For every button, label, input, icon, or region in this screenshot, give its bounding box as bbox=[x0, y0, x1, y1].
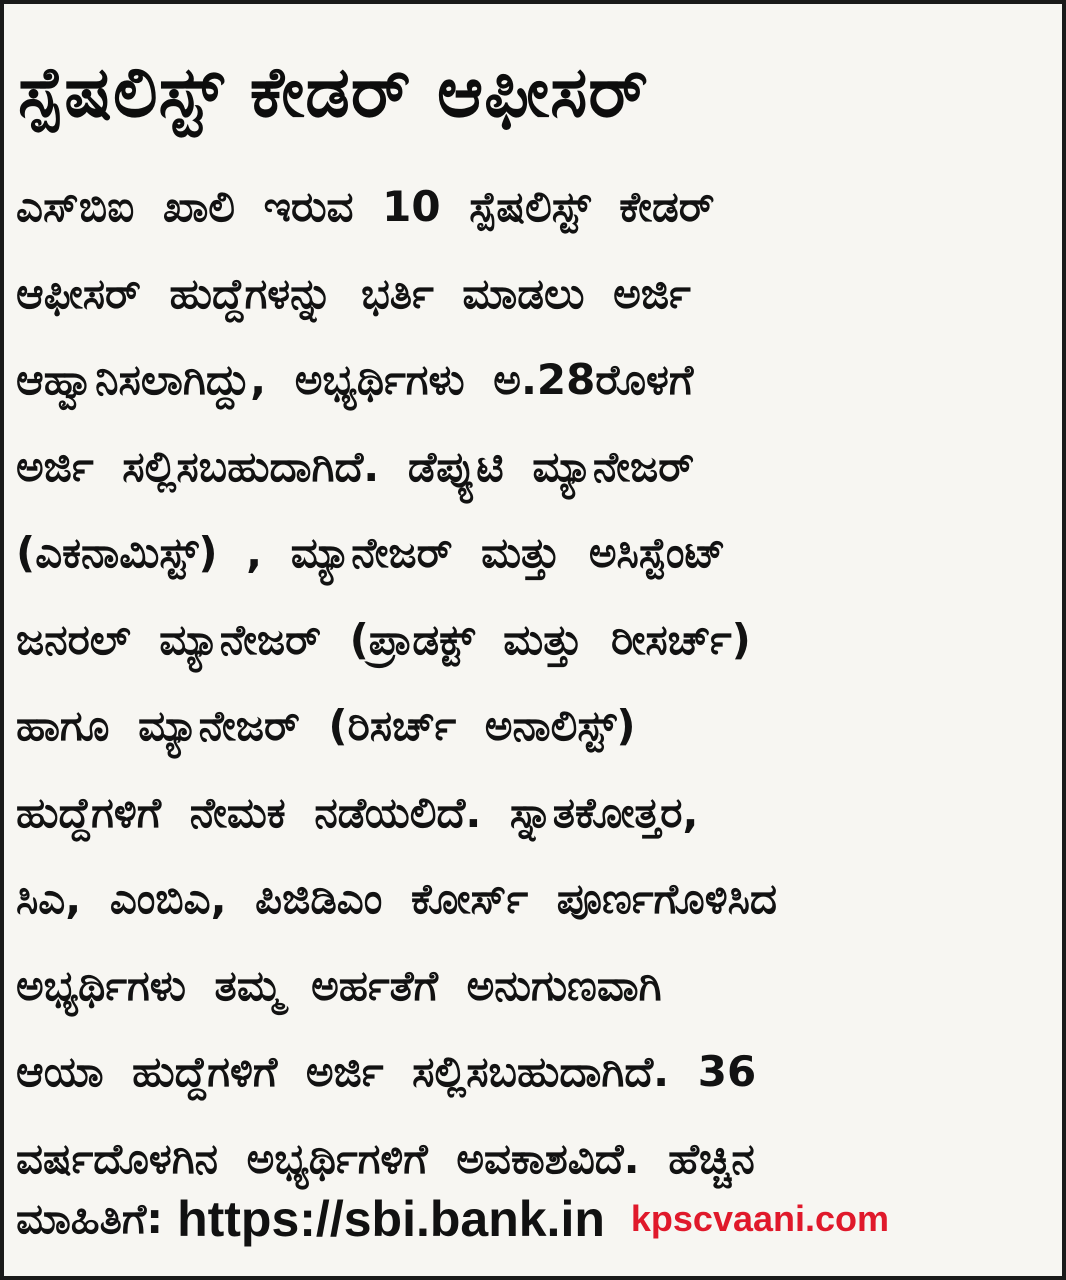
body-line-text: ಆಫೀಸರ್ ಹುದ್ದೆಗಳನ್ನು ಭರ್ತಿ ಮಾಡಲು ಅರ್ಜಿ bbox=[16, 268, 691, 318]
body-line-text: ಜನರಲ್ ಮ್ಯಾನೇಜರ್ (ಪ್ರಾಡಕ್ಟ್ ಮತ್ತು ರೀಸರ್ಚ್) bbox=[16, 614, 751, 664]
article-body bbox=[16, 164, 1056, 1202]
body-line-text: ಎಸ್‌ಬಿಐ ಖಾಲಿ ಇರುವ 10 ಸ್ಪೆಷಲಿಸ್ಟ್ ಕೇಡರ್ bbox=[16, 182, 715, 232]
body-line-6 bbox=[16, 597, 1056, 684]
headline: ಸ್ಪೆಷಲಿಸ್ಟ್ ಕೇಡರ್ ಆಫೀಸರ್ bbox=[18, 51, 650, 133]
body-line-10 bbox=[16, 943, 1056, 1030]
body-line-9 bbox=[16, 856, 1056, 943]
body-line-3 bbox=[16, 337, 1056, 424]
body-line-7 bbox=[16, 683, 1056, 770]
body-line-5 bbox=[16, 510, 1056, 597]
body-line-text: ಆಯಾ ಹುದ್ದೆಗಳಿಗೆ ಅರ್ಜಿ ಸಲ್ಲಿಸಬಹುದಾಗಿದೆ. 36 bbox=[16, 1047, 757, 1097]
body-line-text: ಸಿಎ, ಎಂಬಿಎ, ಪಿಜಿಡಿಎಂ ಕೋರ್ಸ್ ಪೂರ್ಣಗೊಳಿಸಿದ bbox=[16, 874, 778, 924]
body-line-1 bbox=[16, 164, 1056, 251]
body-line-11 bbox=[16, 1029, 1056, 1116]
body-line-text: (ಎಕನಾಮಿಸ್ಟ್) , ಮ್ಯಾನೇಜರ್ ಮತ್ತು ಅಸಿಸ್ಟೆಂಟ್ bbox=[16, 528, 726, 578]
more-info-label: ಮಾಹಿತಿಗೆ: bbox=[16, 1194, 164, 1243]
body-line-text: ಹಾಗೂ ಮ್ಯಾನೇಜರ್ (ರಿಸರ್ಚ್ ಅನಾಲಿಸ್ಟ್) bbox=[16, 701, 636, 751]
sbi-website-link[interactable]: https://sbi.bank.in bbox=[177, 1191, 605, 1247]
body-line-2 bbox=[16, 251, 1056, 338]
body-line-text: ಅರ್ಜಿ ಸಲ್ಲಿಸಬಹುದಾಗಿದೆ. ಡೆಪ್ಯುಟಿ ಮ್ಯಾನೇಜರ್ bbox=[16, 441, 695, 491]
body-line-text: ಆಹ್ವಾನಿಸಲಾಗಿದ್ದು, ಅಭ್ಯರ್ಥಿಗಳು ಅ.28ರೊಳಗೆ bbox=[16, 355, 694, 405]
body-line-text: ಹುದ್ದೆಗಳಿಗೆ ನೇಮಕ ನಡೆಯಲಿದೆ. ಸ್ನಾತಕೋತ್ತರ, bbox=[16, 787, 699, 837]
body-line-text: ವರ್ಷದೊಳಗಿನ ಅಭ್ಯರ್ಥಿಗಳಿಗೆ ಅವಕಾಶವಿದೆ. ಹೆಚ್ಚಿನ bbox=[16, 1133, 755, 1183]
body-line-text: ಅಭ್ಯರ್ಥಿಗಳು ತಮ್ಮ ಅರ್ಹತೆಗೆ ಅನುಗುಣವಾಗಿ bbox=[16, 960, 662, 1010]
body-line-4 bbox=[16, 424, 1056, 511]
watermark: kpscvaani.com bbox=[630, 1198, 890, 1239]
body-line-8 bbox=[16, 770, 1056, 857]
more-info-row bbox=[16, 1174, 1056, 1264]
